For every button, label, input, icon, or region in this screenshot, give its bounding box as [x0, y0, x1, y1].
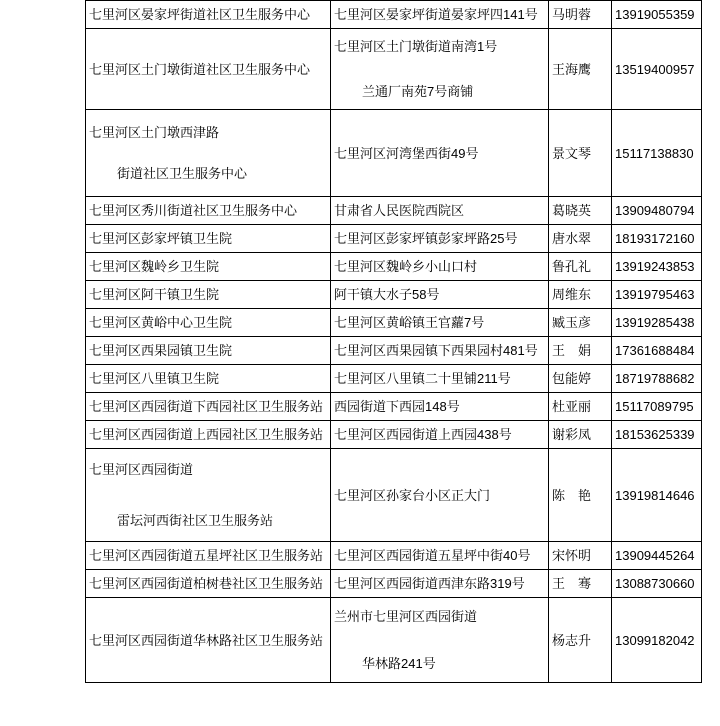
phone-number-cell: 13919243853 [612, 253, 702, 281]
org-name-cell: 七里河区黄峪中心卫生院 [86, 309, 331, 337]
table-row [86, 598, 702, 683]
phone-number-cell: 18719788682 [612, 365, 702, 393]
contact-person-cell: 马明蓉 [549, 1, 612, 29]
contact-person-cell: 陈 艳 [549, 449, 612, 542]
contact-person-cell: 臧玉彦 [549, 309, 612, 337]
org-name-cell: 七里河区晏家坪街道社区卫生服务中心 [86, 1, 331, 29]
community-health-centers-table [85, 0, 702, 683]
address-cell [331, 598, 549, 683]
table-row [86, 309, 702, 337]
table-row [86, 365, 702, 393]
org-name-cell-line1: 七里河区西园街道 [89, 462, 194, 477]
contact-person-cell: 杜亚丽 [549, 393, 612, 421]
contact-person-cell: 鲁孔礼 [549, 253, 612, 281]
phone-number-cell: 15117089795 [612, 393, 702, 421]
org-name-cell [86, 449, 331, 542]
org-name-cell: 七里河区八里镇卫生院 [86, 365, 331, 393]
table-row [86, 393, 702, 421]
org-name-cell: 七里河区西果园镇卫生院 [86, 337, 331, 365]
contact-person-cell: 景文琴 [549, 110, 612, 197]
address-cell: 七里河区孙家台小区正大门 [331, 449, 549, 542]
contact-person-cell: 周维东 [549, 281, 612, 309]
address-cell: 七里河区西园街道西津东路319号 [331, 570, 549, 598]
phone-number-cell: 15117138830 [612, 110, 702, 197]
address-cell: 七里河区西园街道五星坪中街40号 [331, 542, 549, 570]
table-row [86, 29, 702, 110]
org-name-cell: 七里河区西园街道五星坪社区卫生服务站 [86, 542, 331, 570]
phone-number-cell: 18153625339 [612, 421, 702, 449]
table-row [86, 253, 702, 281]
org-name-cell: 七里河区西园街道华林路社区卫生服务站 [86, 598, 331, 683]
address-cell [331, 29, 549, 110]
contact-person-cell: 唐水翠 [549, 225, 612, 253]
contact-person-cell: 杨志升 [549, 598, 612, 683]
contact-person-cell: 宋怀明 [549, 542, 612, 570]
address-cell: 七里河区魏岭乡小山口村 [331, 253, 549, 281]
phone-number-cell: 13099182042 [612, 598, 702, 683]
org-name-cell [86, 110, 331, 197]
phone-number-cell: 18193172160 [612, 225, 702, 253]
address-cell: 七里河区西果园镇下西果园村481号 [331, 337, 549, 365]
address-cell-line1: 七里河区土门墩街道南湾1号 [334, 39, 498, 54]
phone-number-cell: 13909445264 [612, 542, 702, 570]
address-cell-line2: 兰通厂南苑7号商铺 [362, 84, 474, 99]
table-row [86, 197, 702, 225]
table-row [86, 542, 702, 570]
contact-person-cell: 包能婷 [549, 365, 612, 393]
phone-number-cell: 13919055359 [612, 1, 702, 29]
org-name-cell: 七里河区阿干镇卫生院 [86, 281, 331, 309]
address-cell: 七里河区黄峪镇王官蘿7号 [331, 309, 549, 337]
address-cell: 七里河区八里镇二十里铺211号 [331, 365, 549, 393]
contact-person-cell: 谢彩凤 [549, 421, 612, 449]
contact-person-cell: 王 骞 [549, 570, 612, 598]
address-cell: 七里河区彭家坪镇彭家坪路25号 [331, 225, 549, 253]
phone-number-cell: 13088730660 [612, 570, 702, 598]
phone-number-cell: 13919814646 [612, 449, 702, 542]
table-row [86, 1, 702, 29]
contact-person-cell: 葛晓英 [549, 197, 612, 225]
contact-person-cell: 王海鹰 [549, 29, 612, 110]
contact-person-cell: 王 娟 [549, 337, 612, 365]
address-cell: 甘肃省人民医院西院区 [331, 197, 549, 225]
address-cell: 西园街道下西园148号 [331, 393, 549, 421]
table-row [86, 421, 702, 449]
org-name-cell: 七里河区魏岭乡卫生院 [86, 253, 331, 281]
address-cell: 七里河区河湾堡西街49号 [331, 110, 549, 197]
org-name-cell: 七里河区西园街道下西园社区卫生服务站 [86, 393, 331, 421]
org-name-cell-line2: 街道社区卫生服务中心 [117, 166, 248, 181]
org-name-cell-line2: 雷坛河西街社区卫生服务站 [117, 513, 274, 528]
phone-number-cell: 13919795463 [612, 281, 702, 309]
address-cell-line2: 华林路241号 [362, 656, 436, 671]
table-row [86, 570, 702, 598]
table-row [86, 281, 702, 309]
address-cell: 阿干镇大水子58号 [331, 281, 549, 309]
table-body [86, 1, 702, 683]
table-row [86, 225, 702, 253]
org-name-cell: 七里河区秀川街道社区卫生服务中心 [86, 197, 331, 225]
phone-number-cell: 13909480794 [612, 197, 702, 225]
address-cell-line1: 兰州市七里河区西园街道 [334, 609, 478, 624]
org-name-cell-line1: 七里河区土门墩西津路 [89, 125, 220, 140]
table-row [86, 449, 702, 542]
table-container [85, 0, 701, 683]
address-cell: 七里河区西园街道上西园438号 [331, 421, 549, 449]
phone-number-cell: 17361688484 [612, 337, 702, 365]
phone-number-cell: 13519400957 [612, 29, 702, 110]
org-name-cell: 七里河区土门墩街道社区卫生服务中心 [86, 29, 331, 110]
org-name-cell: 七里河区西园街道上西园社区卫生服务站 [86, 421, 331, 449]
table-row [86, 110, 702, 197]
phone-number-cell: 13919285438 [612, 309, 702, 337]
table-row [86, 337, 702, 365]
address-cell: 七里河区晏家坪街道晏家坪四141号 [331, 1, 549, 29]
org-name-cell: 七里河区彭家坪镇卫生院 [86, 225, 331, 253]
org-name-cell: 七里河区西园街道柏树巷社区卫生服务站 [86, 570, 331, 598]
